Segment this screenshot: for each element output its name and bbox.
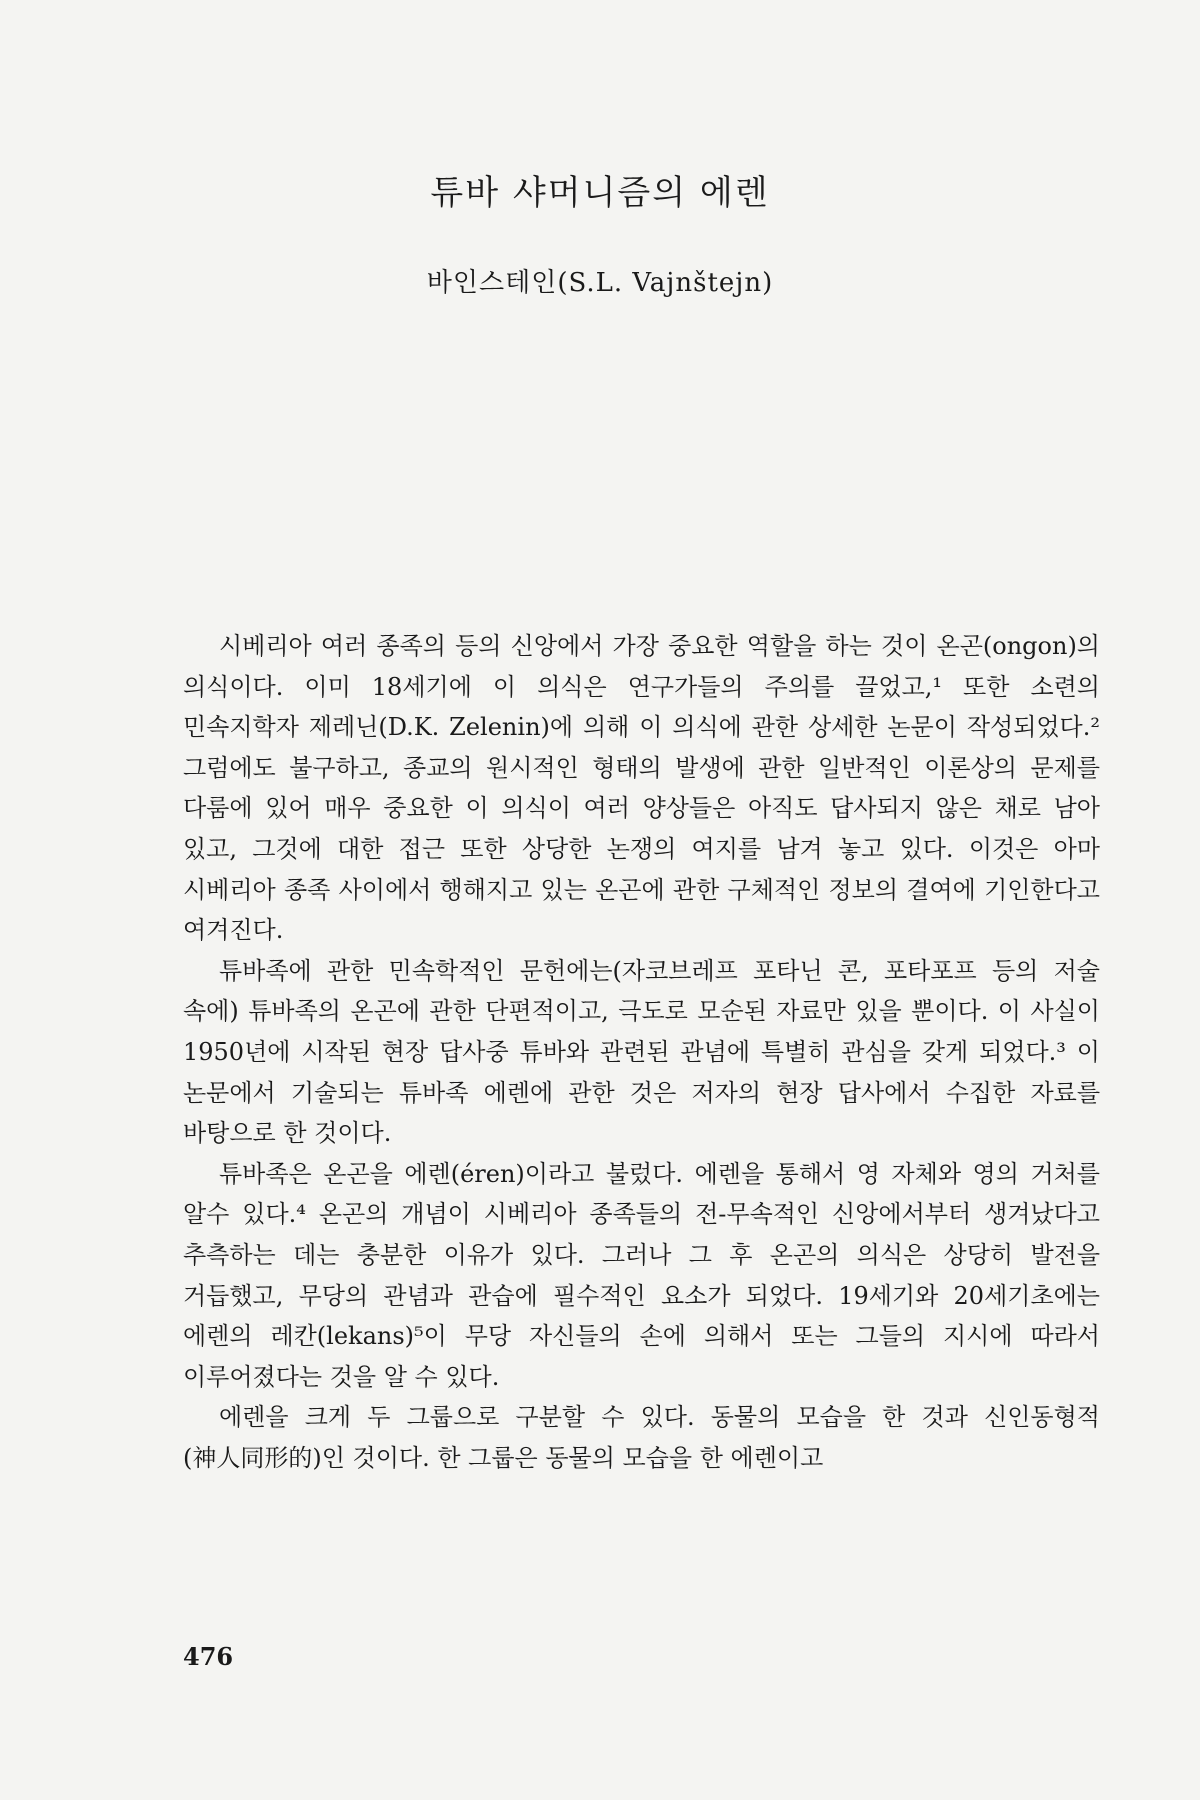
page-number: 476 (183, 1642, 234, 1671)
paragraph-3: 튜바족은 온곤을 에렌(éren)이라고 불렀다. 에렌을 통해서 영 자체와 영의 거처를 알수 있다.⁴ 온곤의 개념이 시베리아 종족들의 전-무속적인 신앙에서부터 생겨났다고 추측하는 데는 충분한 이유가 있다. 그러나 그 후 온곤의 의식은 상당히 발전을 거듭했고, 무당의 관념과 관습에 필수적인 요소가 되었다. 19세기와 20세기초에는 에렌의 레칸(lekans)⁵이 무당 자신들의 손에 의해서 또는 그들의 지시에 따라서 이루어졌다는 것을 알 수 있다. (183, 1159, 1100, 1391)
paragraph-1: 시베리아 여러 종족의 등의 신앙에서 가장 중요한 역할을 하는 것이 온곤(ongon)의 의식이다. 이미 18세기에 이 의식은 연구가들의 주의를 끌었고,¹ 또한 소련의 민속지학자 제레닌(D.K. Zelenin)에 의해 이 의식에 관한 상세한 논문이 작성되었다.² 그럼에도 불구하고, 종교의 원시적인 형태의 발생에 관한 일반적인 이론상의 문제를 다룸에 있어 매우 중요한 이 의식이 여러 양상들은 아직도 답사되지 않은 채로 남아 있고, 그것에 대한 접근 또한 상당한 논쟁의 여지를 남겨 놓고 있다. 이것은 아마 시베리아 종족 사이에서 행해지고 있는 온곤에 관한 구체적인 정보의 결여에 기인한다고 여겨진다. (183, 632, 1100, 945)
article-author: 바인스테인(S.L. Vajnštejn) (426, 268, 774, 298)
paragraph-2: 튜바족에 관한 민속학적인 문헌에는(자코브레프 포타닌 콘, 포타포프 등의 저술 속에) 튜바족의 온곤에 관한 단편적이고, 극도로 모순된 자료만 있을 뿐이다. 이 사실이 1950년에 시작된 현장 답사중 튜바와 관련된 관념에 특별히 관심을 갖게 되었다.³ 이 논문에서 기술되는 튜바족 에렌에 관한 것은 저자의 현장 답사에서 수집한 자료를 바탕으로 한 것이다. (183, 956, 1100, 1148)
article-body (183, 626, 1100, 1478)
paragraph-4: 에렌을 크게 두 그룹으로 구분할 수 있다. 동물의 모습을 한 것과 신인동형적(神人同形的)인 것이다. 한 그룹은 동물의 모습을 한 에렌이고 (183, 1403, 1100, 1472)
article-title: 튜바 샤머니즘의 에렌 (430, 173, 770, 213)
